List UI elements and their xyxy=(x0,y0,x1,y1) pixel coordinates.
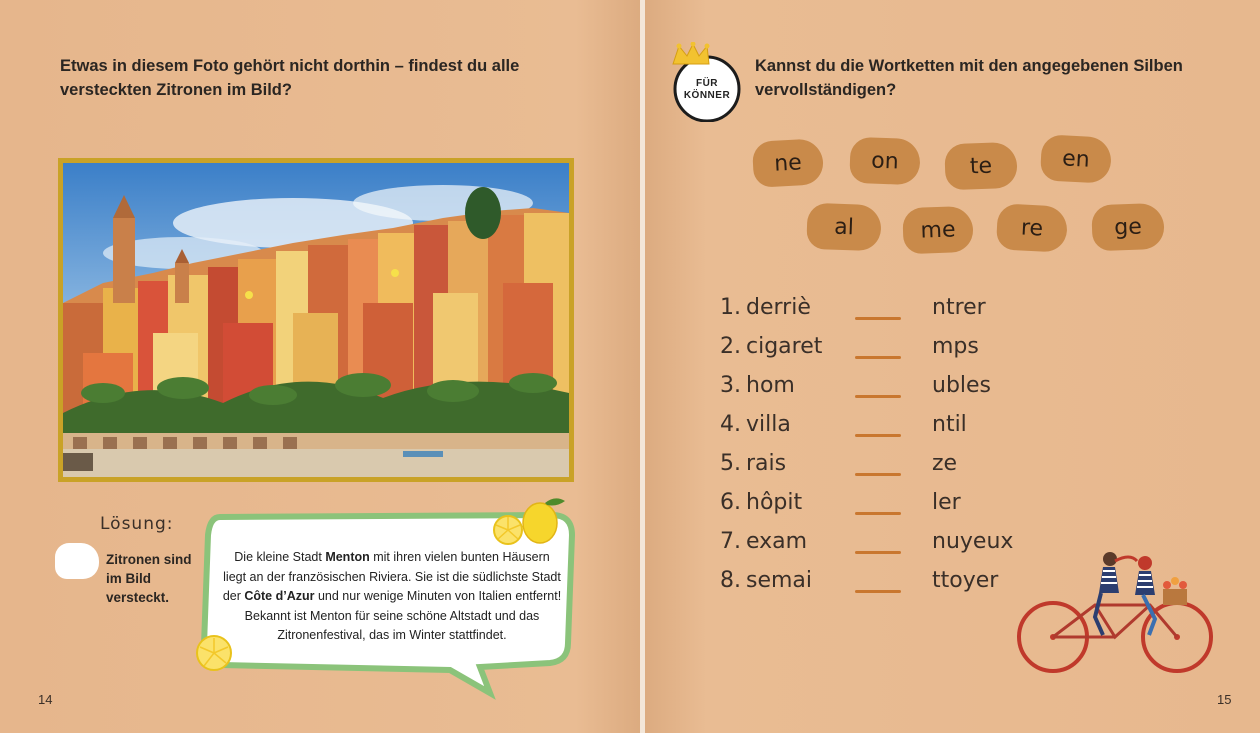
photo-question: Etwas in diesem Foto gehört nicht dorthin – findest du alle versteckten Zitronen im Bild? xyxy=(60,57,520,99)
badge-label: FÜR KÖNNER xyxy=(683,78,731,101)
tandem-bicycle-icon xyxy=(1015,545,1215,675)
chain-blank[interactable] xyxy=(855,512,901,515)
syllable-chip[interactable]: ge xyxy=(1091,203,1165,251)
chain-blank[interactable] xyxy=(855,317,901,320)
syllable-chip[interactable]: me xyxy=(902,206,974,254)
menton-info-text: Die kleine Stadt Menton mit ihren vielen bunten Häusern liegt an der französischen Riviera. Sie ist die südlichste Stadt der Côte d’Azur und nur wenige Minuten von Italien entfernt! Bekannt ist Menton für seine schöne Altstadt und das Zitronenfestival, das im Winter stattfindet. xyxy=(222,550,562,643)
chain-blank[interactable] xyxy=(855,590,901,593)
answer-field[interactable] xyxy=(55,543,99,579)
right-page: FÜR KÖNNER Kannst du die Wortketten mit den angegebenen Silben vervollständigen? ne on te en al me re ge 1. derriè ntrer 2. cigaret mps 3. hom ubles 4. villa ntil 5. rais ze 6. hôpit ler 7. exam nuyeux 8. semai ttoyer 15 xyxy=(645,0,1260,733)
menton-bold: Menton xyxy=(325,550,370,564)
chain-blank[interactable] xyxy=(855,434,901,437)
syllable-chip[interactable]: ne xyxy=(752,138,824,188)
crown-icon xyxy=(673,42,710,64)
syllable-chip[interactable]: al xyxy=(806,203,882,252)
syllable-chip[interactable]: en xyxy=(1040,134,1112,184)
chain-blank[interactable] xyxy=(855,395,901,398)
menton-photo-illustration xyxy=(63,163,569,477)
syllable-chip[interactable]: te xyxy=(944,142,1018,190)
page-number-left: 14 xyxy=(38,692,53,707)
chain-blank[interactable] xyxy=(855,356,901,359)
chain-question: Kannst du die Wortketten mit den angegebenen Silben vervollständigen? xyxy=(755,57,1183,99)
solution-label: Lösung: xyxy=(100,514,174,534)
syllable-chip[interactable]: on xyxy=(849,137,921,185)
cote-azur-bold: Côte d’Azur xyxy=(244,589,315,604)
chain-blank[interactable] xyxy=(855,473,901,476)
menton-photo[interactable] xyxy=(58,158,574,482)
solution-text: Zitronen sind im Bild versteckt. xyxy=(106,552,192,605)
page-number-right: 15 xyxy=(1217,692,1232,707)
syllable-chip[interactable]: re xyxy=(996,203,1068,253)
chain-blank[interactable] xyxy=(855,551,901,554)
